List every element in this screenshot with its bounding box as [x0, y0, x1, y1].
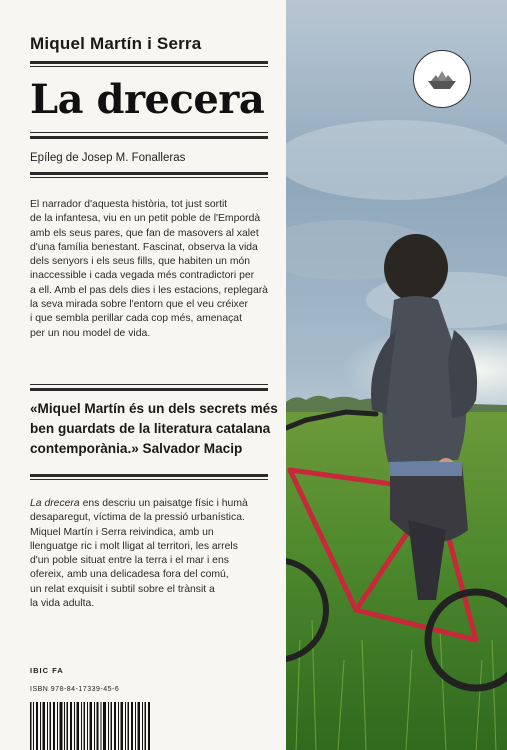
synopsis-line: d'una família benestant. Fascinat, observa la vida	[30, 241, 258, 253]
synopsis-line: de la infantesa, viu en un petit poble de l'Empordà	[30, 213, 261, 225]
synopsis-line: amb els seus pares, que fan de masovers al xalet	[30, 227, 259, 239]
synopsis-line: inaccessible i cada vegada més contradictori per	[30, 270, 255, 282]
quote-line: ben guardats de la literatura catalana	[30, 421, 271, 436]
author-name: Miquel Martín i Serra	[30, 34, 202, 53]
quote-line: «Miquel Martín és un dels secrets més	[30, 401, 278, 416]
rule-quote-bottom-1	[30, 474, 268, 477]
description-line-rest: ens descriu un paisatge físic i humà	[79, 498, 248, 509]
rule-top-1	[30, 61, 268, 64]
paper-boat-icon	[414, 51, 470, 107]
synopsis-paragraph	[30, 198, 266, 341]
isbn-number: ISBN 978-84-17339-45-6	[30, 686, 120, 693]
ibic-code: IBIC FA	[30, 666, 64, 675]
barcode	[30, 702, 150, 750]
rule-quote-top-2	[30, 388, 268, 391]
description-line	[30, 497, 268, 511]
synopsis-line: a ell. Amb el pas dels dies i les estacions, replegarà	[30, 284, 268, 296]
book-title: La drecera	[30, 76, 265, 123]
rule-mid-1	[30, 132, 268, 133]
description-title: La drecera	[30, 498, 80, 509]
press-quote	[30, 399, 278, 459]
rule-top-2	[30, 66, 268, 67]
description-line: Miquel Martín i Serra reivindica, amb un	[30, 526, 214, 538]
synopsis-line: El narrador d'aquesta història, tot just sortit	[30, 199, 228, 210]
synopsis-line: per un nou model de vida.	[30, 327, 151, 339]
synopsis-line: dels senyors i els seus fills, que habiten un món	[30, 256, 251, 268]
description-paragraph	[30, 497, 268, 611]
epilog-credit: Epíleg de Josep M. Fonalleras	[30, 152, 186, 164]
description-line: un relat exquisit i subtil sobre el trànsit a	[30, 583, 215, 595]
quote-line: contemporània.» Salvador Macip	[30, 441, 243, 456]
synopsis-line: la seva mirada sobre l'entorn que el veu créixer	[30, 299, 248, 311]
description-line: llenguatge ric i molt lligat al territori, les arrels	[30, 540, 238, 552]
description-line: ofereix, amb una delicadesa fora del comú,	[30, 569, 229, 581]
rule-epilog-2	[30, 177, 268, 178]
rule-epilog-1	[30, 172, 268, 175]
synopsis-line: i que sembla perillar cada cop més, amenaçat	[30, 313, 242, 325]
rule-mid-2	[30, 136, 268, 139]
publisher-logo	[413, 50, 471, 108]
description-line: desaparegut, víctima de la pressió urbanística.	[30, 512, 245, 524]
rule-quote-top-1	[30, 384, 268, 385]
description-line: la vida adulta.	[30, 598, 95, 610]
cover-photo	[286, 0, 507, 750]
description-line: d'un poble situat entre la terra i el mar i ens	[30, 555, 229, 567]
rule-quote-bottom-2	[30, 479, 268, 480]
